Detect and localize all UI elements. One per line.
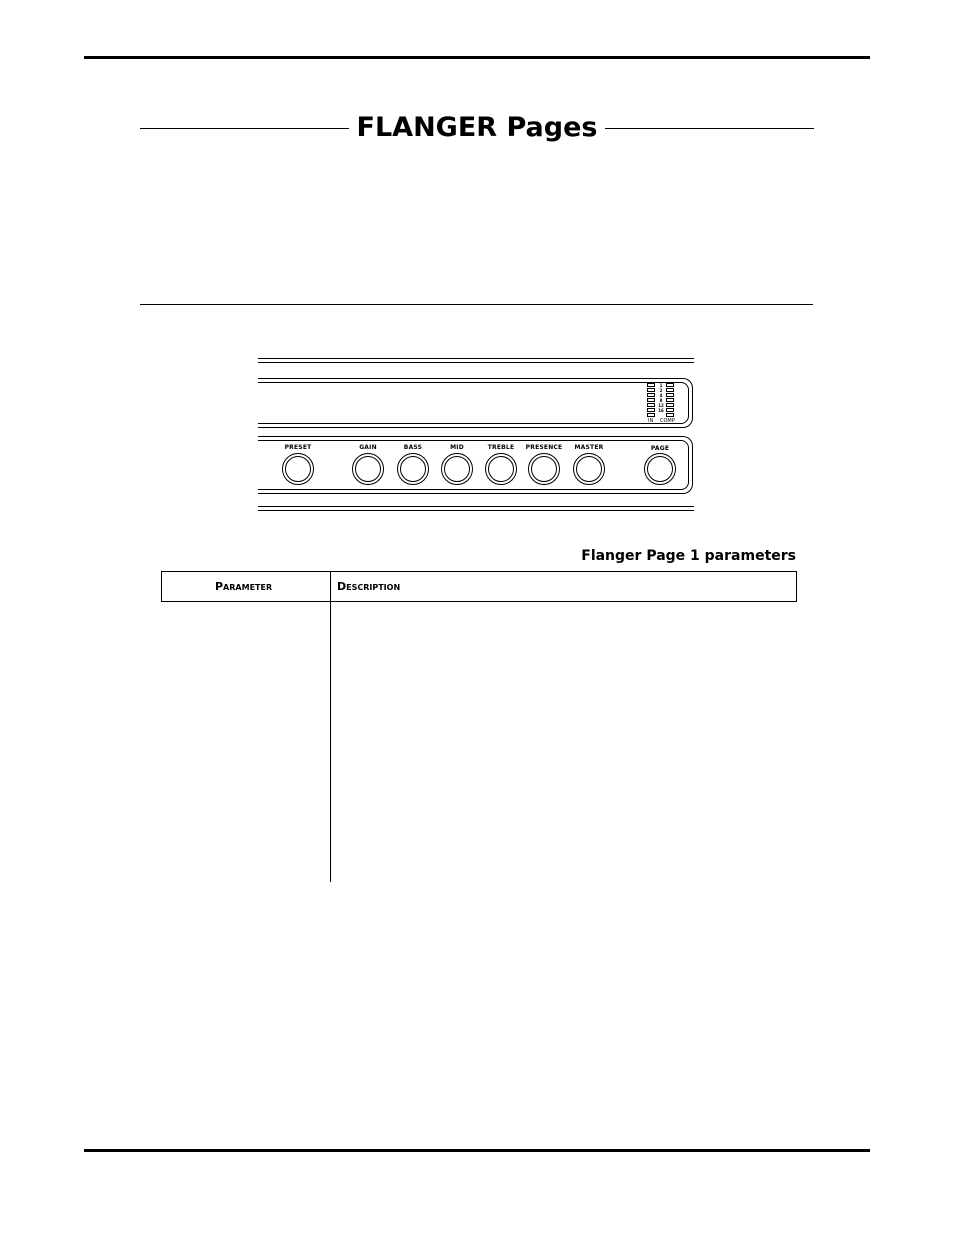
- mid-knob: [441, 453, 473, 485]
- panel-bottom-line-inner: [258, 506, 694, 507]
- meter-scale-1: 1: [659, 383, 663, 388]
- knob-label-gain: GAIN: [359, 444, 377, 451]
- top-page-rule: [84, 56, 870, 59]
- meter-scale-8: 8: [659, 398, 663, 403]
- meter-in-label: IN: [648, 418, 654, 424]
- meter-comp-label: COMP: [660, 418, 675, 424]
- header-description: Description: [337, 580, 401, 593]
- panel-top-line-inner: [258, 362, 694, 363]
- meter-scale-4: 4: [659, 393, 663, 398]
- header-parameter: Parameter: [215, 580, 273, 593]
- knob-label-bass: BASS: [403, 444, 423, 451]
- page-title: FLANGER Pages: [0, 108, 954, 148]
- table-caption: Flanger Page 1 parameters: [581, 548, 796, 564]
- parameter-table-header: [161, 571, 797, 602]
- master-knob: [573, 453, 605, 485]
- gain-knob: [352, 453, 384, 485]
- knob-label-preset: PRESET: [284, 444, 312, 451]
- front-panel-illustration: [258, 356, 695, 513]
- table-column-divider: [330, 571, 331, 882]
- knob-label-presence: PRESENCE: [525, 444, 563, 451]
- bass-knob: [397, 453, 429, 485]
- comp-meter: [666, 383, 674, 418]
- display-strip: [258, 378, 693, 428]
- section-divider: [140, 304, 813, 305]
- knob-label-mid: MID: [450, 444, 464, 451]
- meter-scale-12: 12: [658, 403, 664, 408]
- knob-label-treble: TREBLE: [487, 444, 515, 451]
- knob-label-page: PAGE: [650, 445, 670, 452]
- page-knob: [644, 453, 676, 485]
- meter-scale-16: 16: [658, 408, 664, 413]
- knob-label-master: MASTER: [574, 444, 604, 451]
- preset-knob: [282, 453, 314, 485]
- input-meter: [647, 383, 655, 418]
- meter-scale-2: 2: [659, 388, 663, 393]
- bottom-page-rule: [84, 1149, 870, 1152]
- presence-knob: [528, 453, 560, 485]
- panel-bottom-line: [258, 510, 694, 511]
- treble-knob: [485, 453, 517, 485]
- panel-top-line: [258, 358, 694, 359]
